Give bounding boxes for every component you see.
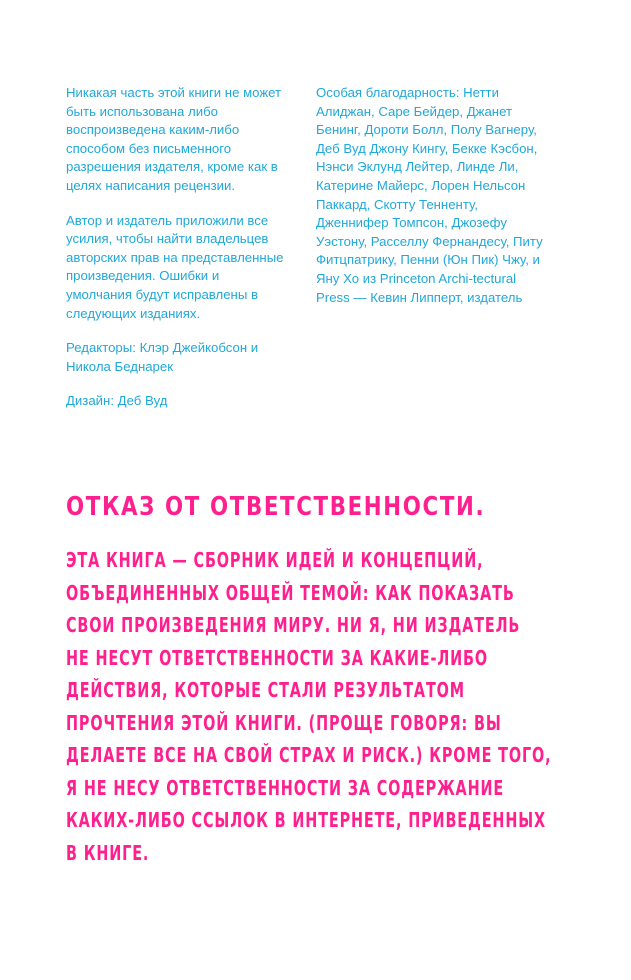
left-column	[66, 84, 288, 427]
acknowledgements: Особая благодарность: Нетти Алиджан, Саре Бейдер, Джанет Бенинг, Дороти Болл, Полу Вагнеру, Деб Вуд Джону Кингу, Бекке Кэсбон, Нэнси Эклунд Лейтер, Линде Ли, Катерине Майерс, Лорен Нельсон Паккард, Скотту Тенненту, Дженнифер Томпсон, Джозефу Уэстону, Расселлу Фернандесу, Питу Фитцпатрику, Пенни (Юн Пик) Чжу, и Яну Хо из Princeton Archi-tectural Press — Кевин Липперт, издатель	[316, 85, 543, 305]
disclaimer-title: ОТКАЗ ОТ ОТВЕТСТВЕННОСТИ.	[66, 492, 486, 522]
rights-notice: Автор и издатель приложили все усилия, чтобы найти владельцев авторских прав на представленные произведения. Ошибки и умолчания будут исправлены в следующих изданиях.	[66, 212, 284, 321]
disclaimer-section	[66, 490, 566, 869]
right-column	[316, 84, 546, 323]
editors-credit: Редакторы: Клэр Джейкобсон и Никола Беднарек	[66, 340, 259, 374]
disclaimer-body: ЭТА КНИГА — СБОРНИК ИДЕЙ И КОНЦЕПЦИЙ, ОБЪЕДИНЕННЫХ ОБЩЕЙ ТЕМОЙ: КАК ПОКАЗАТЬ СВОИ ПРОИЗВЕДЕНИЯ МИРУ. НИ Я, НИ ИЗДАТЕЛЬ НЕ НЕСУТ ОТВЕТСТВЕННОСТИ ЗА КАКИЕ-ЛИБО ДЕЙСТВИЯ, КОТОРЫЕ СТАЛИ РЕЗУЛЬТАТОМ ПРОЧТЕНИЯ ЭТОЙ КНИГИ. (ПРОЩЕ ГОВОРЯ: ВЫ ДЕЛАЕТЕ ВСЕ НА СВОЙ СТРАХ И РИСК.) КРОМЕ ТОГО, Я НЕ НЕСУ ОТВЕТСТВЕННОСТИ ЗА СОДЕРЖАНИЕ КАКИХ-ЛИБО ССЫЛОК В ИНТЕРНЕТЕ, ПРИВЕДЕННЫХ В КНИГЕ.	[66, 548, 552, 865]
design-credit: Дизайн: Деб Вуд	[66, 393, 168, 409]
copyright-notice: Никакая часть этой книги не может быть использована либо воспроизведена каким-либо способом без письменного разрешения издателя, кроме как в целях написания рецензии.	[66, 85, 282, 193]
